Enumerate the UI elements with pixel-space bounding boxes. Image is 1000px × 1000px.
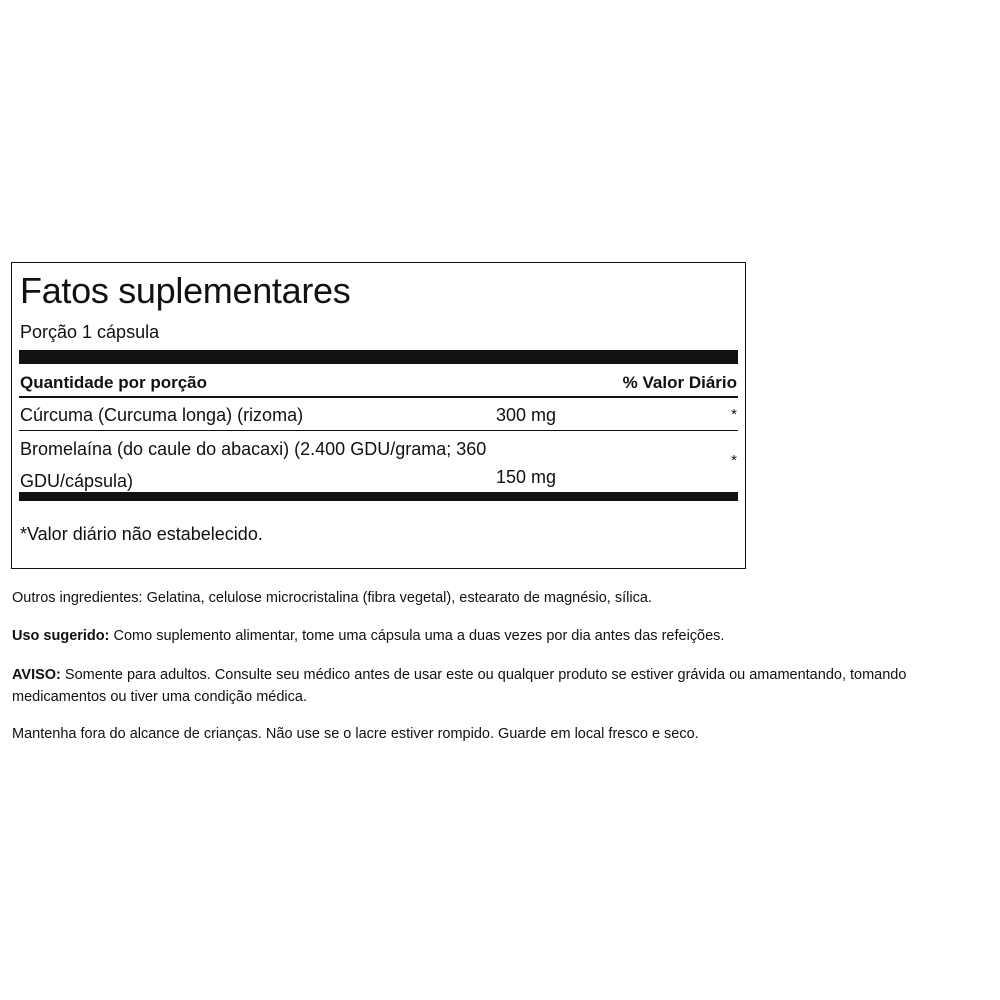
ingredient-daily-value: * bbox=[731, 452, 737, 469]
ingredient-name: Bromelaína (do caule do abacaxi) (2.400 GDU/grama; 360 GDU/cápsula) bbox=[20, 439, 487, 491]
suggested-use bbox=[12, 625, 972, 647]
warning-text: Somente para adultos. Consulte seu médico antes de usar este ou qualquer produto se estiver grávida ou amamentando, tomando medicamentos ou tiver uma condição médica. bbox=[12, 667, 907, 705]
ingredient-amount: 150 mg bbox=[496, 467, 557, 487]
daily-value-footnote: *Valor diário não estabelecido. bbox=[20, 524, 263, 544]
facts-header-row bbox=[20, 371, 737, 395]
other-ingredients: Outros ingredientes: Gelatina, celulose microcristalina (fibra vegetal), estearato de magnésio, sílica. bbox=[12, 590, 652, 606]
amount-per-serving-header: Quantidade por porção bbox=[20, 373, 208, 392]
facts-title: Fatos suplementares bbox=[20, 270, 351, 311]
divider-row bbox=[19, 430, 738, 431]
serving-size: Porção 1 cápsula bbox=[20, 322, 160, 342]
ingredient-name: Cúrcuma (Curcuma longa) (rizoma) bbox=[20, 405, 304, 425]
storage-notice: Mantenha fora do alcance de crianças. Não use se o lacre estiver rompido. Guarde em local fresco e seco. bbox=[12, 726, 699, 742]
suggested-use-text: Como suplemento alimentar, tome uma cápsula uma a duas vezes por dia antes das refeições. bbox=[109, 628, 725, 644]
warning bbox=[12, 664, 972, 708]
suggested-use-label: Uso sugerido: bbox=[12, 628, 110, 644]
daily-value-header: % Valor Diário bbox=[622, 373, 737, 392]
ingredient-row bbox=[20, 433, 737, 491]
divider-thick-bottom bbox=[19, 492, 738, 501]
divider-header bbox=[19, 396, 738, 398]
warning-label: AVISO: bbox=[12, 667, 61, 683]
ingredient-row bbox=[20, 399, 737, 431]
ingredient-amount: 300 mg bbox=[496, 405, 557, 425]
divider-thick-top bbox=[19, 350, 738, 364]
supplement-facts-panel bbox=[11, 262, 746, 569]
ingredient-daily-value: * bbox=[731, 406, 737, 423]
